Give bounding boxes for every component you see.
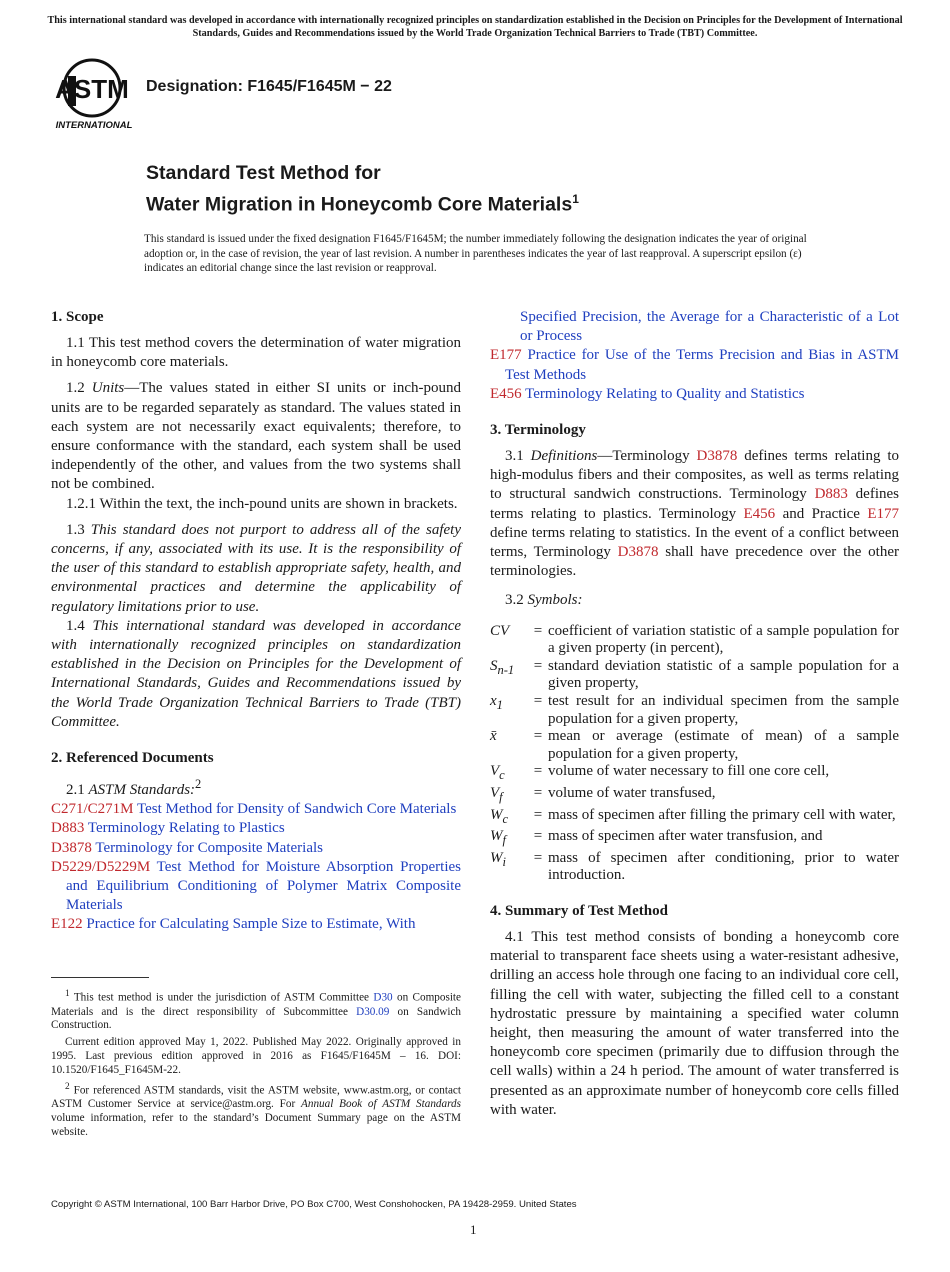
symbol: $S_{n-1}$ (490, 657, 515, 677)
reference-item-continued (490, 308, 899, 346)
symbol: $W_f$ (490, 828, 506, 848)
symbol-description: volume of water transfused, (548, 784, 716, 801)
astm-logo (54, 56, 134, 132)
para-1-3: 1.3 This standard does not purport to address all of the safety concerns, if any, associated with its use. It is the responsibility of the user of this standard to establish appropriate safety, health, and environmental practices and determine the applicability of regulatory limitations prior to use. (51, 521, 461, 615)
reference-item (51, 819, 461, 838)
reference-title-link[interactable]: Terminology Relating to Quality and Statistics (525, 385, 805, 402)
symbol-row (490, 828, 899, 850)
symbol: CV (490, 622, 510, 639)
title-line-1: Standard Test Method for (146, 162, 381, 184)
reference-list (51, 800, 461, 934)
symbol-row (490, 693, 899, 728)
equals-sign: = (533, 763, 543, 780)
reference-title-link[interactable]: Test Method for Moisture Absorption Properties and Equilibrium Conditioning of Polymer Matrix Composite Materials (66, 858, 461, 914)
para-1-2: 1.2 Units—The values stated in either SI units or inch-pound units are to be regarded separately as standard. The values stated in each system are not necessarily exact equivalents; therefore, to ensure conformance with the standard, each system shall be used independently of the other, and values from the two systems shall not be combined. (51, 380, 461, 493)
symbol: $V_c$ (490, 763, 505, 783)
link-d3878[interactable]: D3878 (696, 448, 738, 465)
para-3-1: 3.1 Definitions—Terminology D3878 defines terms relating to high-modulus fibers and their composites, as well as terms relating to structural sandwich constructions. Terminology D883 defines terms relating to plastics. Terminology E456 and Practice E177 define terms relating to statistics. In the event of a conflict between terms, Terminology D3878 shall have precedence over the other terminologies. (490, 448, 900, 580)
para-1-1: 1.1 This test method covers the determination of water migration in honeycomb core materials. (51, 335, 461, 371)
title-line-2: Water Migration in Honeycomb Core Materials$^1$ (146, 192, 579, 216)
symbol-row (490, 763, 899, 785)
equals-sign: = (533, 622, 543, 639)
reference-title-link[interactable]: Practice for Use of the Terms Precision and Bias in ASTM Test Methods (505, 347, 900, 383)
reference-list-continued (490, 308, 899, 404)
symbol-row (490, 728, 899, 763)
equals-sign: = (533, 693, 543, 710)
symbol-row (490, 658, 899, 693)
reference-item (51, 858, 461, 916)
right-column (490, 308, 899, 1120)
symbol-row (490, 807, 899, 829)
para-2-1: 2.1 ASTM Standards:$^2$ (66, 777, 202, 799)
reference-title-link[interactable]: Test Method for Density of Sandwich Core Materials (137, 801, 457, 818)
copyright: Copyright © ASTM International, 100 Barr Harbor Drive, PO Box C700, West Conshohocken, PA 19428-2959. United States (51, 1199, 577, 1210)
equals-sign: = (533, 806, 543, 823)
footnote-rule (51, 977, 149, 978)
para-3-2: 3.2 Symbols: (505, 592, 583, 609)
symbol: x̄ (490, 728, 497, 745)
footnote-2: $^2$ For referenced ASTM standards, visit the ASTM website, www.astm.org, or contact ASTM Customer Service at service@astm.org. For Annual Book of ASTM Standards volume information, refer to the standard’s Document Summary page on the ASTM website. (51, 1081, 461, 1138)
page-number: 1 (470, 1222, 477, 1237)
symbol-row (490, 850, 899, 885)
symbol-description: mass of specimen after filling the primary cell with water, (548, 806, 896, 823)
reference-title-continued-link[interactable]: Specified Precision, the Average for a Characteristic of a Lot or Process (520, 309, 899, 345)
symbol-description: coefficient of variation statistic of a sample population for a given property (in percent), (548, 622, 899, 657)
link-d3878-2[interactable]: D3878 (617, 544, 659, 561)
symbols-table (490, 623, 899, 885)
para-1-2-1: 1.2.1 Within the text, the inch-pound units are shown in brackets. (66, 495, 458, 512)
symbol-description: mean or average (estimate of mean) of a sample population for a given property, (548, 728, 899, 762)
reference-item (490, 385, 899, 404)
reference-item (51, 915, 461, 934)
svg-text:ASTM: ASTM (55, 74, 129, 104)
symbol-row (490, 785, 899, 807)
summary-heading: 4. Summary of Test Method (490, 902, 668, 919)
equals-sign: = (533, 657, 543, 674)
title-footnote-mark: 1 (572, 192, 579, 206)
link-e177[interactable]: E177 (867, 505, 899, 522)
symbol-description: volume of water necessary to fill one core cell, (548, 763, 830, 780)
reference-code-link[interactable]: C271/C271M (51, 801, 134, 818)
reference-title-link[interactable]: Practice for Calculating Sample Size to Estimate, With (86, 916, 416, 933)
reference-code-link[interactable]: D3878 (51, 839, 92, 856)
link-d30[interactable]: D30 (373, 991, 393, 1004)
reference-code-link[interactable]: D883 (51, 820, 85, 837)
symbol: $W_i$ (490, 849, 506, 869)
equals-sign: = (533, 828, 543, 845)
equals-sign: = (533, 728, 543, 745)
symbol-description: standard deviation statistic of a sample population for a given property, (548, 657, 899, 692)
left-column (51, 308, 461, 935)
reference-code-link[interactable]: E122 (51, 916, 83, 933)
terminology-heading: 3. Terminology (490, 422, 586, 439)
symbol: $W_c$ (490, 806, 509, 826)
scope-heading: 1. Scope (51, 309, 104, 325)
wto-notice: This international standard was developed in accordance with internationally recognized principles on standardization established in the Decision on Principles for the Development of International Standards, Guides and Recommendations issued by the World Trade Organization Technical Barriers to Trade (TBT) Committee. (47, 15, 903, 39)
reference-code-link[interactable]: D5229/D5229M (51, 858, 151, 875)
symbol: $V_f$ (490, 784, 503, 804)
link-e456[interactable]: E456 (743, 505, 776, 522)
designation: Designation: F1645/F1645M − 22 (146, 78, 392, 95)
equals-sign: = (533, 849, 543, 866)
svg-text:INTERNATIONAL: INTERNATIONAL (55, 120, 133, 131)
reference-item (51, 839, 461, 858)
reference-item (490, 346, 899, 384)
reference-item (51, 800, 461, 819)
reference-title-link[interactable]: Terminology Relating to Plastics (87, 820, 285, 837)
link-d883[interactable]: D883 (814, 486, 848, 503)
link-d30-09[interactable]: D30.09 (356, 1005, 390, 1018)
footnote-1: $^1$ This test method is under the jurisdiction of ASTM Committee D30 on Composite Materials and is the direct responsibility of Subcommittee D30.09 on Sandwich Construction. (51, 989, 462, 1032)
issuance-note: This standard is issued under the fixed designation F1645/F1645M; the number immediately following the designation indicates the year of original adoption or, in the case of revision, the year of last revision. A number in parentheses indicates the year of last reapproval. A superscript epsilon (ε) indicates an editorial change since the last revision or reapproval. (144, 233, 807, 275)
footnote-edition: Current edition approved May 1, 2022. Published May 2022. Originally approved in 1995. Last previous edition approved in 2016 as F1645/F1645M – 16. DOI: 10.1520/F1645_F1645M-22. (51, 1036, 461, 1076)
referenced-heading: 2. Referenced Documents (51, 750, 214, 767)
para-1-4: 1.4 This international standard was developed in accordance with internationally recognized principles on standardization established in the Decision on Principles for the Development of International Standards, Guides and Recommendations issued by the World Trade Organization Technical Barriers to Trade (TBT) Committee. (51, 617, 462, 730)
symbol-description: test result for an individual specimen from the sample population for a given property, (548, 693, 899, 727)
reference-title-link[interactable]: Terminology for Composite Materials (95, 839, 323, 856)
document-title (146, 160, 579, 218)
footnotes (51, 988, 461, 1142)
reference-code-link[interactable]: E177 (490, 347, 522, 364)
reference-code-link[interactable]: E456 (490, 385, 522, 402)
symbol-description: mass of specimen after water transfusion, and (548, 828, 823, 845)
symbol-description: mass of specimen after conditioning, prior to water introduction. (548, 849, 899, 884)
symbol-row (490, 623, 899, 658)
para-4-1: 4.1 This test method consists of bonding a honeycomb core material to transparent face sheets using a water-resistant adhesive, drilling an access hole through one facing to an individual core cell, filling the cell with water, subjecting the filled cell to a constant hydrostatic pressure by maintaining a specified water column height, then measuring the amount of water transferred into the honeycomb core specimen (primarily due to diffusion through the cell walls) within a 24 h period. The amount of water transferred is presented as an approximate number of honeycomb core cells filled with water. (490, 928, 899, 1118)
symbol: $x_1$ (490, 693, 503, 713)
equals-sign: = (533, 784, 543, 801)
